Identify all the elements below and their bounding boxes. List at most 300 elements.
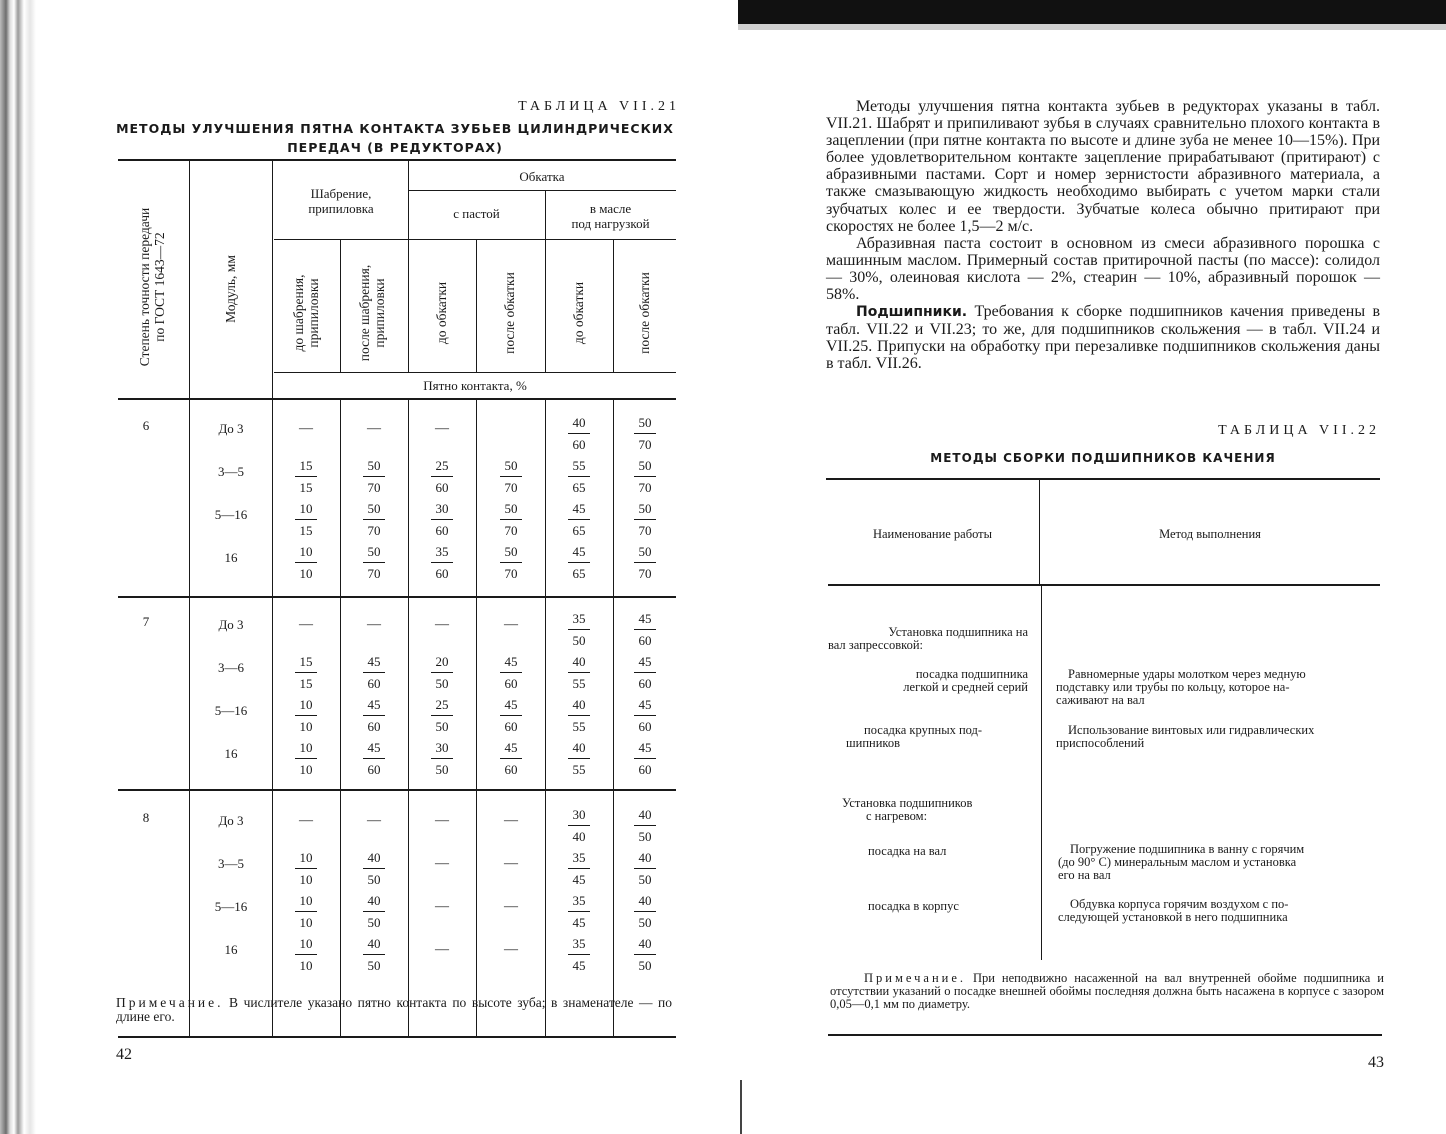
note-label: Примечание. bbox=[116, 995, 224, 1010]
header-accuracy bbox=[137, 177, 171, 397]
fraction-bar bbox=[568, 825, 590, 826]
fraction-denominator: 65 bbox=[572, 480, 586, 495]
empty-value-dash: — bbox=[367, 813, 381, 828]
fraction-numerator: 45 bbox=[638, 697, 652, 712]
contact-fraction bbox=[615, 807, 675, 845]
module-value: 3—6 bbox=[218, 660, 244, 675]
t2-r3-line1: посадка крупных под- bbox=[864, 723, 983, 737]
fraction-numerator: 30 bbox=[572, 807, 586, 822]
table-label-vii21: ТАБЛИЦА VII.21 bbox=[518, 99, 680, 114]
header-scraping-line2: припиловка bbox=[308, 201, 374, 216]
contact-fraction bbox=[549, 458, 609, 496]
fraction-numerator: 10 bbox=[299, 740, 313, 755]
fraction-bar bbox=[568, 433, 590, 434]
empty-value-dash: — bbox=[504, 942, 518, 957]
fraction-numerator: 40 bbox=[638, 893, 652, 908]
module-value: До 3 bbox=[218, 617, 244, 632]
fraction-denominator: 70 bbox=[504, 566, 518, 581]
fraction-numerator: 15 bbox=[299, 458, 313, 473]
fraction-denominator: 55 bbox=[572, 676, 586, 691]
header-accuracy-line1: Степень точности передачи bbox=[137, 207, 152, 367]
table-label-vii22: ТАБЛИЦА VII.22 bbox=[1218, 423, 1380, 438]
header-scraping-line1: Шабрение, bbox=[310, 186, 372, 201]
fraction-bar bbox=[295, 758, 317, 759]
fraction-numerator: 30 bbox=[435, 740, 449, 755]
fraction-denominator: 60 bbox=[435, 523, 449, 538]
fraction-denominator: 60 bbox=[435, 480, 449, 495]
header-in-oil-line1: в масле bbox=[589, 201, 632, 216]
contact-fraction bbox=[549, 501, 609, 539]
fraction-numerator: 45 bbox=[572, 544, 586, 559]
fraction-numerator: 20 bbox=[435, 654, 449, 669]
fraction-bar bbox=[568, 476, 590, 477]
table-title-vii21 bbox=[110, 119, 680, 157]
header-scraping bbox=[274, 186, 408, 216]
contact-fraction bbox=[549, 697, 609, 735]
fraction-bar bbox=[295, 954, 317, 955]
contact-fraction bbox=[344, 458, 404, 496]
t2-row-shaft-fit: посадка на вал bbox=[868, 844, 947, 858]
header-accuracy-line2: по ГОСТ 1643—72 bbox=[152, 232, 167, 342]
contact-fraction bbox=[615, 611, 675, 649]
vrule-body-1 bbox=[340, 400, 341, 1036]
fraction-numerator: 50 bbox=[638, 415, 652, 430]
t2-r4-line1: Установка подшипников bbox=[842, 796, 973, 810]
empty-value-dash: — bbox=[504, 813, 518, 828]
fraction-bar bbox=[634, 562, 656, 563]
table-top-rule bbox=[118, 159, 676, 161]
t2-method-screw bbox=[1056, 724, 1382, 750]
empty-value-dash: — bbox=[435, 899, 449, 914]
fraction-bar bbox=[363, 562, 385, 563]
fraction-bar bbox=[568, 758, 590, 759]
fraction-denominator: 50 bbox=[435, 676, 449, 691]
gutter-mark bbox=[740, 1080, 742, 1134]
t2-r2-line2: легкой и средней серий bbox=[903, 680, 1028, 694]
fraction-numerator: 40 bbox=[572, 415, 586, 430]
fraction-denominator: 60 bbox=[638, 633, 652, 648]
precision-degree: 6 bbox=[142, 418, 150, 433]
t2-r4-line2: с нагревом: bbox=[866, 809, 928, 823]
t2-col2-header: Метод выполнения bbox=[1159, 527, 1261, 541]
fraction-denominator: 50 bbox=[367, 958, 381, 973]
fraction-numerator: 40 bbox=[638, 850, 652, 865]
vrule-body-2 bbox=[408, 400, 409, 1036]
fraction-numerator: 45 bbox=[504, 654, 518, 669]
vrule-degree bbox=[189, 161, 190, 398]
empty-value-dash: — bbox=[435, 421, 449, 436]
module-value: 16 bbox=[224, 550, 238, 565]
fraction-denominator: 55 bbox=[572, 719, 586, 734]
fraction-denominator: 40 bbox=[572, 829, 586, 844]
t2-r5-method-line2: (до 90° С) минеральным маслом и установка bbox=[1058, 855, 1297, 869]
precision-degree: 8 bbox=[142, 810, 150, 825]
vrule-body-degree bbox=[189, 400, 190, 1036]
contact-fraction bbox=[344, 654, 404, 692]
fraction-numerator: 50 bbox=[638, 544, 652, 559]
fraction-bar bbox=[363, 911, 385, 912]
fraction-bar bbox=[363, 954, 385, 955]
group-6-bottom-rule bbox=[118, 596, 676, 598]
fraction-denominator: 10 bbox=[299, 915, 313, 930]
fraction-denominator: 50 bbox=[638, 872, 652, 887]
contact-fraction bbox=[549, 654, 609, 692]
module-value: 16 bbox=[224, 942, 238, 957]
fraction-numerator: 45 bbox=[504, 740, 518, 755]
body-text bbox=[826, 98, 1380, 373]
fraction-denominator: 60 bbox=[435, 566, 449, 581]
fraction-numerator: 40 bbox=[638, 807, 652, 822]
fraction-bar bbox=[431, 562, 453, 563]
header-in-oil-line2: под нагрузкой bbox=[571, 216, 650, 231]
fraction-numerator: 50 bbox=[638, 458, 652, 473]
fraction-bar bbox=[295, 476, 317, 477]
t2-r3-line2: шипников bbox=[846, 736, 900, 750]
contact-fraction bbox=[549, 544, 609, 582]
t2-r5-method-line1: Погружение подшипника в ванну с горячим bbox=[1070, 842, 1305, 856]
t2-method-hot-air bbox=[1058, 898, 1384, 924]
fraction-numerator: 35 bbox=[572, 893, 586, 908]
vrule-sub1 bbox=[340, 239, 341, 372]
t2-header-rule bbox=[828, 584, 1380, 586]
fraction-denominator: 50 bbox=[572, 633, 586, 648]
fraction-denominator: 60 bbox=[638, 719, 652, 734]
empty-value-dash: — bbox=[435, 856, 449, 871]
contact-fraction bbox=[276, 936, 336, 974]
fraction-denominator: 70 bbox=[638, 437, 652, 452]
vrule-body-module bbox=[272, 400, 273, 1036]
fraction-bar bbox=[431, 672, 453, 673]
contact-fraction bbox=[481, 458, 541, 496]
scan-edge-fade bbox=[738, 24, 1446, 30]
fraction-bar bbox=[295, 911, 317, 912]
t2-row-large bbox=[846, 724, 1028, 750]
fraction-bar bbox=[500, 562, 522, 563]
fraction-bar bbox=[568, 629, 590, 630]
fraction-bar bbox=[568, 911, 590, 912]
fraction-denominator: 15 bbox=[299, 676, 313, 691]
header-after-scraping-line2: припиловки bbox=[372, 278, 387, 348]
t2-r5-method-line3: его на вал bbox=[1058, 868, 1111, 882]
header-bottom-rule bbox=[118, 398, 676, 400]
fraction-numerator: 10 bbox=[299, 936, 313, 951]
fraction-denominator: 60 bbox=[367, 762, 381, 777]
fraction-numerator: 40 bbox=[367, 893, 381, 908]
fraction-numerator: 45 bbox=[572, 501, 586, 516]
fraction-denominator: 60 bbox=[367, 676, 381, 691]
fraction-denominator: 70 bbox=[504, 523, 518, 538]
header-after-scraping-line1: после шабрения, bbox=[357, 264, 372, 362]
fraction-denominator: 45 bbox=[572, 872, 586, 887]
t2-row-heating bbox=[842, 797, 1028, 823]
fraction-bar bbox=[363, 715, 385, 716]
module-value: 3—5 bbox=[218, 464, 244, 479]
empty-value-dash: — bbox=[299, 421, 313, 436]
fraction-bar bbox=[295, 519, 317, 520]
t2-row-light-series bbox=[846, 668, 1028, 694]
fraction-numerator: 35 bbox=[572, 936, 586, 951]
group-7-bottom-rule bbox=[118, 789, 676, 791]
fraction-denominator: 15 bbox=[299, 523, 313, 538]
fraction-numerator: 35 bbox=[572, 611, 586, 626]
fraction-denominator: 45 bbox=[572, 958, 586, 973]
fraction-denominator: 70 bbox=[638, 566, 652, 581]
fraction-numerator: 10 bbox=[299, 501, 313, 516]
fraction-numerator: 35 bbox=[435, 544, 449, 559]
table-vii21-note bbox=[116, 996, 672, 1024]
fraction-numerator: 45 bbox=[367, 654, 381, 669]
fraction-numerator: 50 bbox=[367, 501, 381, 516]
contact-fraction bbox=[276, 893, 336, 931]
contact-fraction bbox=[615, 850, 675, 888]
vrule-sub3 bbox=[613, 239, 614, 372]
fraction-denominator: 70 bbox=[367, 566, 381, 581]
contact-fraction bbox=[549, 740, 609, 778]
header-rule-sub bbox=[274, 239, 676, 240]
fraction-denominator: 45 bbox=[572, 915, 586, 930]
fraction-bar bbox=[634, 911, 656, 912]
contact-fraction bbox=[615, 697, 675, 735]
empty-value-dash: — bbox=[299, 813, 313, 828]
header-before-scraping bbox=[291, 253, 323, 373]
vrule-body-5 bbox=[613, 400, 614, 1036]
contact-fraction bbox=[344, 740, 404, 778]
t2-top-rule bbox=[826, 478, 1380, 480]
module-value: До 3 bbox=[218, 421, 244, 436]
fraction-numerator: 40 bbox=[367, 936, 381, 951]
header-paste-before: до обкатки bbox=[434, 281, 449, 345]
contact-fraction bbox=[276, 501, 336, 539]
contact-fraction bbox=[412, 654, 472, 692]
fraction-numerator: 40 bbox=[572, 697, 586, 712]
contact-fraction bbox=[615, 544, 675, 582]
t2-r1-line1: Установка подшипника на bbox=[888, 625, 1028, 639]
module-value: До 3 bbox=[218, 813, 244, 828]
fraction-numerator: 10 bbox=[299, 893, 313, 908]
fraction-numerator: 55 bbox=[572, 458, 586, 473]
fraction-denominator: 70 bbox=[367, 480, 381, 495]
fraction-bar bbox=[363, 519, 385, 520]
empty-value-dash: — bbox=[367, 421, 381, 436]
fraction-denominator: 10 bbox=[299, 719, 313, 734]
fraction-bar bbox=[500, 758, 522, 759]
fraction-denominator: 50 bbox=[367, 915, 381, 930]
empty-value-dash: — bbox=[504, 899, 518, 914]
t2-r3-method-line2: приспособлений bbox=[1056, 736, 1145, 750]
fraction-numerator: 50 bbox=[504, 501, 518, 516]
paragraph-1: Методы улучшения пятна контакта зубьев в редукторах указаны в табл. VII.21. Шабрят и припиливают зубья в случаях сравнительно плохого контакта в зацеплении (при пятне контакта по высоте и длине зуба не менее 10—15%). При более удовлетворительном контакте зацепление прирабатывают (притирают) с абразивными пастами. Сорт и номер зернистости абразивного материала, а также смазывающую жидкость необходимо выбирать с учетом марки стали зубчатых колес и ее твердости. Зубчатые колеса обычно притирают при скоростях не более 1,5—2 м/с. bbox=[826, 98, 1380, 235]
fraction-denominator: 60 bbox=[504, 676, 518, 691]
t2-bottom-rule bbox=[828, 1034, 1382, 1036]
contact-fraction bbox=[276, 544, 336, 582]
vrule-scraping bbox=[408, 161, 409, 372]
fraction-denominator: 60 bbox=[638, 676, 652, 691]
fraction-numerator: 40 bbox=[638, 936, 652, 951]
empty-value-dash: — bbox=[367, 617, 381, 632]
fraction-bar bbox=[500, 476, 522, 477]
contact-fraction bbox=[615, 893, 675, 931]
fraction-bar bbox=[634, 954, 656, 955]
header-rule-contact bbox=[274, 372, 676, 373]
contact-fraction bbox=[344, 936, 404, 974]
contact-fraction bbox=[549, 936, 609, 974]
fraction-numerator: 10 bbox=[299, 544, 313, 559]
contact-fraction bbox=[276, 740, 336, 778]
vrule-sub2 bbox=[476, 239, 477, 372]
contact-fraction bbox=[549, 415, 609, 453]
fraction-bar bbox=[363, 476, 385, 477]
t2-r2-method-line3: саживают на вал bbox=[1056, 693, 1145, 707]
fraction-numerator: 50 bbox=[504, 458, 518, 473]
fraction-bar bbox=[634, 715, 656, 716]
fraction-denominator: 50 bbox=[638, 915, 652, 930]
note-text: В числителе указано пятно контакта по высоте зуба; в знаменателе — по длине его. bbox=[116, 995, 672, 1024]
fraction-denominator: 15 bbox=[299, 480, 313, 495]
fraction-numerator: 50 bbox=[504, 544, 518, 559]
contact-fraction bbox=[481, 544, 541, 582]
fraction-bar bbox=[295, 715, 317, 716]
empty-value-dash: — bbox=[435, 942, 449, 957]
contact-fraction bbox=[344, 544, 404, 582]
contact-fraction bbox=[412, 740, 472, 778]
table-title-line1: МЕТОДЫ УЛУЧШЕНИЯ ПЯТНА КОНТАКТА ЗУБЬЕВ ЦИЛИНДРИЧЕСКИХ bbox=[116, 121, 674, 136]
contact-fraction bbox=[344, 501, 404, 539]
fraction-bar bbox=[500, 715, 522, 716]
header-oil-after: после обкатки bbox=[637, 272, 652, 354]
fraction-numerator: 40 bbox=[572, 740, 586, 755]
header-paste-after: после обкатки bbox=[502, 272, 517, 354]
page-number-left: 42 bbox=[116, 1046, 132, 1063]
fraction-denominator: 60 bbox=[367, 719, 381, 734]
fraction-bar bbox=[634, 519, 656, 520]
vrule-body-4 bbox=[545, 400, 546, 1036]
book-spine bbox=[0, 0, 36, 1134]
fraction-bar bbox=[431, 758, 453, 759]
fraction-denominator: 10 bbox=[299, 566, 313, 581]
fraction-numerator: 50 bbox=[367, 544, 381, 559]
fraction-bar bbox=[363, 758, 385, 759]
t2-r3-method-line1: Использование винтовых или гидравлических bbox=[1068, 723, 1315, 737]
contact-fraction bbox=[276, 654, 336, 692]
fraction-numerator: 45 bbox=[367, 697, 381, 712]
fraction-denominator: 55 bbox=[572, 762, 586, 777]
header-running: Обкатка bbox=[519, 169, 565, 184]
fraction-denominator: 10 bbox=[299, 872, 313, 887]
precision-degree: 7 bbox=[142, 614, 150, 629]
contact-fraction bbox=[481, 501, 541, 539]
header-with-paste: с пастой bbox=[453, 206, 500, 221]
fraction-numerator: 45 bbox=[638, 654, 652, 669]
fraction-bar bbox=[634, 433, 656, 434]
vrule-body-3 bbox=[476, 400, 477, 1036]
contact-fraction bbox=[412, 697, 472, 735]
table-title-vii22: МЕТОДЫ СБОРКИ ПОДШИПНИКОВ КАЧЕНИЯ bbox=[930, 451, 1276, 465]
fraction-denominator: 65 bbox=[572, 566, 586, 581]
fraction-numerator: 50 bbox=[367, 458, 381, 473]
fraction-denominator: 70 bbox=[638, 480, 652, 495]
vrule-module bbox=[272, 161, 273, 398]
fraction-numerator: 45 bbox=[367, 740, 381, 755]
contact-fraction bbox=[549, 611, 609, 649]
fraction-bar bbox=[568, 672, 590, 673]
fraction-bar bbox=[568, 954, 590, 955]
fraction-numerator: 10 bbox=[299, 697, 313, 712]
fraction-denominator: 50 bbox=[638, 958, 652, 973]
contact-fraction bbox=[344, 850, 404, 888]
contact-fraction bbox=[412, 501, 472, 539]
t2-r2-line1: посадка подшипника bbox=[915, 667, 1028, 681]
header-contact-patch: Пятно контакта, % bbox=[423, 378, 527, 393]
fraction-denominator: 60 bbox=[572, 437, 586, 452]
contact-fraction bbox=[481, 654, 541, 692]
contact-fraction bbox=[412, 544, 472, 582]
header-before-scraping-line1: до шабрения, bbox=[291, 274, 306, 352]
fraction-denominator: 10 bbox=[299, 762, 313, 777]
page-number-right: 43 bbox=[1368, 1054, 1384, 1071]
fraction-numerator: 45 bbox=[638, 611, 652, 626]
t2-method-hammer bbox=[1056, 668, 1382, 707]
contact-fraction bbox=[549, 807, 609, 845]
t2-r2-method-line1: Равномерные удары молотком через медную bbox=[1068, 667, 1306, 681]
fraction-denominator: 60 bbox=[504, 762, 518, 777]
contact-fraction bbox=[412, 458, 472, 496]
fraction-numerator: 25 bbox=[435, 458, 449, 473]
empty-value-dash: — bbox=[435, 617, 449, 632]
contact-fraction bbox=[615, 501, 675, 539]
empty-value-dash: — bbox=[504, 617, 518, 632]
header-module: Модуль, мм bbox=[223, 255, 238, 323]
t2-vrule-body bbox=[1041, 586, 1042, 960]
fraction-bar bbox=[431, 476, 453, 477]
module-value: 5—16 bbox=[214, 899, 248, 914]
t2-row-housing-fit: посадка в корпус bbox=[868, 899, 959, 913]
t2-r1-line2: вал запрессовкой: bbox=[828, 638, 923, 652]
scan-edge-shadow bbox=[738, 0, 1446, 24]
t2-row-press-fit bbox=[828, 626, 1028, 652]
fraction-bar bbox=[431, 519, 453, 520]
empty-value-dash: — bbox=[299, 617, 313, 632]
fraction-bar bbox=[500, 519, 522, 520]
fraction-denominator: 50 bbox=[367, 872, 381, 887]
fraction-denominator: 65 bbox=[572, 523, 586, 538]
contact-fraction bbox=[615, 415, 675, 453]
t2-r2-method-line2: подставку или трубы по кольцу, которое на- bbox=[1056, 680, 1290, 694]
fraction-denominator: 50 bbox=[435, 719, 449, 734]
module-value: 16 bbox=[224, 746, 238, 761]
contact-fraction bbox=[276, 850, 336, 888]
contact-fraction bbox=[276, 458, 336, 496]
fraction-numerator: 40 bbox=[367, 850, 381, 865]
fraction-denominator: 50 bbox=[435, 762, 449, 777]
table-vii22-note bbox=[830, 972, 1384, 1011]
fraction-numerator: 40 bbox=[572, 654, 586, 669]
fraction-bar bbox=[568, 715, 590, 716]
module-value: 5—16 bbox=[214, 703, 248, 718]
paragraph-3 bbox=[826, 303, 1380, 372]
fraction-bar bbox=[295, 672, 317, 673]
fraction-numerator: 25 bbox=[435, 697, 449, 712]
fraction-bar bbox=[363, 868, 385, 869]
fraction-denominator: 70 bbox=[504, 480, 518, 495]
empty-value-dash: — bbox=[435, 813, 449, 828]
fraction-bar bbox=[568, 868, 590, 869]
contact-fraction bbox=[615, 458, 675, 496]
contact-fraction bbox=[276, 697, 336, 735]
fraction-bar bbox=[634, 868, 656, 869]
fraction-bar bbox=[295, 562, 317, 563]
fraction-numerator: 45 bbox=[504, 697, 518, 712]
paragraph-3-text: Требования к сборке подшипников качения приведены в табл. VII.22 и VII.23; то же, для подшипников скольжения — в табл. VII.24 и VII.25. Припуски на обработку при перезаливке подшипников скольжения даны в табл. VII.26. bbox=[826, 303, 1380, 373]
